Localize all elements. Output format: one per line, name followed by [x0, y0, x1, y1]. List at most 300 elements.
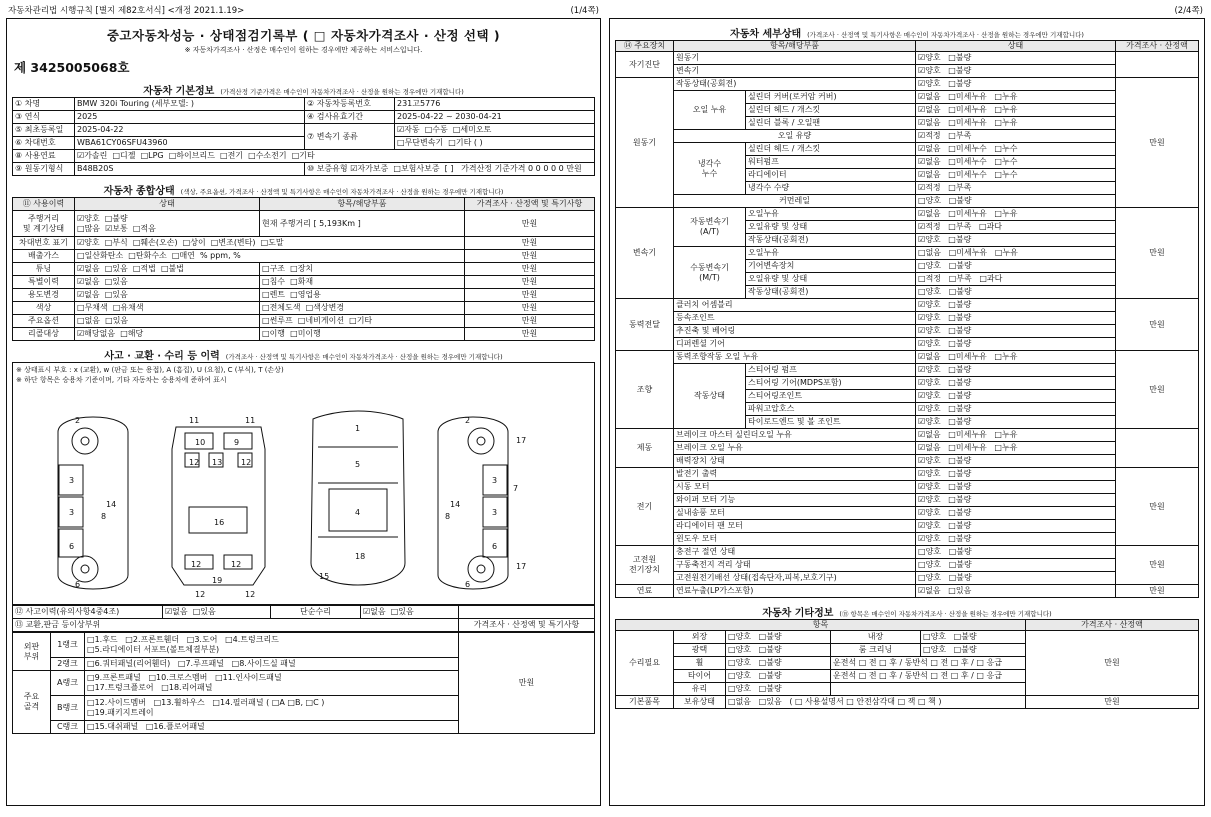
- checkbox-charge-insul-bad[interactable]: □: [948, 547, 957, 556]
- checkbox-options-other[interactable]: □: [349, 316, 357, 325]
- checkbox-at-leak-minor[interactable]: □: [948, 209, 956, 218]
- checkbox-fuel-leak-none[interactable]: ☑: [918, 586, 926, 595]
- checkbox-transmission-auto[interactable]: ☑: [397, 125, 405, 134]
- label-frame-pillar: 14.필러패널 ( □A □B, □C ): [219, 698, 325, 708]
- overall-row-label-special: 특별이력: [13, 276, 75, 289]
- checkbox-commonrail-good[interactable]: □: [918, 196, 926, 205]
- checkbox-recall-yes[interactable]: □: [120, 329, 128, 338]
- checkbox-waterpump-minor[interactable]: □: [948, 157, 956, 166]
- checkbox-usechange-yes[interactable]: □: [104, 290, 113, 299]
- checkbox-steering-gear-good[interactable]: ☑: [918, 378, 926, 387]
- checkbox-usechange-commercial[interactable]: □: [290, 290, 298, 299]
- checkbox-panel-sidesill[interactable]: □: [231, 659, 240, 669]
- detail-heading: [615, 23, 1199, 40]
- label-commonrail-good: 양호: [925, 196, 942, 205]
- checkbox-frame-rearpanel[interactable]: □: [161, 683, 169, 693]
- detail-state-mt-oilqty: [916, 273, 1116, 286]
- checkbox-alternator-good[interactable]: ☑: [918, 469, 926, 478]
- checkbox-vin-damage[interactable]: □: [132, 238, 141, 247]
- checkbox-basicitems-yes[interactable]: □: [758, 697, 767, 706]
- checkbox-tuning-device[interactable]: □: [290, 264, 298, 273]
- label-cylhead-minor: 미세누유: [955, 105, 987, 114]
- checkbox-selfdiag-engine-bad[interactable]: □: [948, 53, 956, 62]
- checkbox-mt-gear-good[interactable]: □: [918, 261, 926, 270]
- checkbox-frame-floorpanel[interactable]: □: [145, 722, 154, 732]
- checkbox-fuel-gasoline[interactable]: ☑: [77, 151, 85, 160]
- checkbox-fuel-electric[interactable]: □: [220, 151, 228, 160]
- checkbox-panel-radiator-support[interactable]: □: [87, 645, 95, 655]
- label-special-yes: 있음: [112, 277, 128, 286]
- checkbox-transmission-other[interactable]: □: [448, 138, 456, 147]
- checkbox-frame-pillar[interactable]: □: [212, 698, 220, 708]
- checkbox-steering-leak-leak[interactable]: □: [994, 352, 1002, 361]
- etc-extra-tire[interactable]: 운전석 □ 전 □ 후 / 동반석 □ 전 □ 후 / □ 응급: [831, 670, 1026, 683]
- checkbox-mt-leak-minor[interactable]: □: [948, 248, 957, 257]
- checkbox-usechange-rent[interactable]: □: [262, 290, 270, 299]
- checkbox-engine-idle-good[interactable]: ☑: [918, 79, 926, 88]
- checkbox-simple-none[interactable]: ☑: [363, 607, 371, 617]
- overall-row-state-emission: [75, 250, 465, 263]
- checkbox-at-oilqty-ok[interactable]: ☑: [918, 222, 926, 231]
- checkbox-hv-wiring-bad[interactable]: □: [948, 573, 957, 582]
- checkbox-radfan-bad[interactable]: □: [948, 521, 956, 530]
- label-cylblock-leak: 누유: [1001, 118, 1018, 127]
- checkbox-mt-gear-bad[interactable]: □: [948, 261, 957, 270]
- checkbox-rockercover-leak[interactable]: □: [994, 92, 1002, 101]
- checkbox-simple-yes[interactable]: □: [390, 607, 399, 617]
- checkbox-selfdiag-trans-good[interactable]: ☑: [918, 66, 926, 75]
- checkbox-mt-oilqty-ok[interactable]: □: [918, 274, 926, 283]
- etc-basic-items-detail[interactable]: ( □ 사용설명서 □ 안전삼각대 □ 잭 □ 책 ): [789, 697, 942, 706]
- checkbox-roomclean-bad[interactable]: □: [953, 645, 962, 654]
- checkbox-batt-isol-bad[interactable]: □: [948, 560, 957, 569]
- checkbox-steering-joint-bad[interactable]: □: [948, 391, 956, 400]
- label-selfdiag-engine-bad: 불량: [955, 53, 972, 62]
- detail-state-radiator: [916, 169, 1116, 182]
- label-color-changed: 색상변경: [313, 303, 345, 312]
- overall-row-state-mileage: [75, 211, 260, 237]
- checkbox-usechange-none[interactable]: ☑: [77, 290, 85, 299]
- overall-row-state-color: [75, 302, 260, 315]
- checkbox-diff-bad[interactable]: □: [948, 339, 956, 348]
- checkbox-rockercover-none[interactable]: ☑: [918, 92, 926, 101]
- checkbox-accident-yes[interactable]: □: [192, 607, 201, 617]
- detail-price-transmission: 만원: [1116, 208, 1199, 299]
- label-steering-leak-leak: 누유: [1001, 352, 1018, 361]
- detail-group-selfdiag: 자기진단: [616, 52, 674, 78]
- overall-row-detail-color: [260, 302, 465, 315]
- checkbox-mt-idle-bad[interactable]: □: [948, 287, 957, 296]
- checkbox-fuel-hybrid[interactable]: □: [168, 151, 177, 160]
- detail-item-mt-gearshift: 기어변속장치: [746, 260, 916, 273]
- checkbox-transmission-semiauto[interactable]: □: [452, 125, 461, 134]
- checkbox-blower-bad[interactable]: □: [948, 508, 956, 517]
- checkbox-power-hose-bad[interactable]: □: [948, 404, 956, 413]
- label-steering-joint-bad: 불량: [955, 391, 972, 400]
- etc-item-glass: 유리: [674, 683, 726, 696]
- svg-text:9: 9: [234, 438, 240, 448]
- checkbox-cylblock-minor[interactable]: □: [948, 118, 956, 127]
- checkbox-cylblock-leak[interactable]: □: [994, 118, 1002, 127]
- panel-rank-2: 2랭크: [51, 658, 85, 671]
- body-damage-diagram: [12, 387, 595, 605]
- checkbox-interior-bad[interactable]: □: [953, 632, 962, 641]
- checkbox-wheel-bad[interactable]: □: [758, 658, 767, 667]
- label-driveshaft-good: 양호: [925, 326, 941, 335]
- label-window-good: 양호: [925, 534, 941, 543]
- checkbox-at-leak-none[interactable]: ☑: [918, 209, 926, 218]
- detail-price-powertrain: 만원: [1116, 299, 1199, 351]
- checkbox-mileage-few[interactable]: □: [132, 223, 141, 233]
- label-driveshaft-bad: 불량: [955, 326, 972, 335]
- checkbox-accident-none[interactable]: ☑: [165, 607, 173, 617]
- detail-state-at-idle: [916, 234, 1116, 247]
- left-page-number: (1/4쪽): [570, 6, 599, 16]
- label-coolant-head-leak: 누수: [1001, 144, 1018, 153]
- checkbox-frame-crossmember[interactable]: □: [148, 673, 157, 683]
- label-steering-leak-minor: 미세누유: [955, 352, 987, 361]
- detail-item-at-idle: 작동상태(공회전): [746, 234, 916, 247]
- checkbox-oilqty-ok[interactable]: ☑: [918, 131, 926, 140]
- label-tierod-bad: 불량: [955, 417, 972, 426]
- checkbox-tierod-bad[interactable]: □: [948, 417, 956, 426]
- document-title: 중고자동차성능 · 상태점검기록부 ( □ 자동차가격조사 · 산정 선택 ): [106, 28, 501, 43]
- checkbox-steering-pump-bad[interactable]: □: [948, 365, 956, 374]
- checkbox-at-leak-leak[interactable]: □: [994, 209, 1002, 218]
- checkbox-tire-bad[interactable]: □: [758, 671, 767, 680]
- checkbox-mt-oilqty-high[interactable]: □: [979, 274, 987, 283]
- checkbox-special-yes[interactable]: □: [104, 277, 113, 286]
- checkbox-brake-oil-leak[interactable]: □: [994, 443, 1002, 452]
- detail-item-mt-oilqty: 오일유량 및 상태: [746, 273, 916, 286]
- checkbox-vin-altered[interactable]: □: [210, 238, 219, 247]
- checkbox-selfdiag-trans-bad[interactable]: □: [948, 66, 956, 75]
- checkbox-frame-packagetray[interactable]: □: [87, 708, 95, 718]
- checkbox-mileage-normal[interactable]: ☑: [105, 223, 113, 233]
- label-panel-door: 3.도어: [194, 635, 218, 645]
- checkbox-polish-bad[interactable]: □: [758, 645, 767, 654]
- checkbox-frame-dashpanel[interactable]: □: [87, 722, 95, 732]
- checkbox-at-idle-good[interactable]: ☑: [918, 235, 926, 244]
- checkbox-mileage-many[interactable]: □: [77, 223, 85, 233]
- detail-title: 자동차 세부상태: [730, 29, 802, 40]
- checkbox-tuning-yes[interactable]: □: [104, 264, 113, 273]
- checkbox-fuel-other[interactable]: □: [291, 151, 300, 160]
- label-frame-wheelhouse: 13.휠하우스: [161, 698, 205, 708]
- label-rockercover-none: 없음: [925, 92, 941, 101]
- label-radfan-bad: 불량: [955, 521, 972, 530]
- svg-text:6: 6: [69, 542, 75, 552]
- checkbox-mileage-good[interactable]: ☑: [77, 213, 85, 223]
- overall-row-state-recall: [75, 328, 260, 341]
- checkbox-waterpump-leak[interactable]: □: [994, 157, 1002, 166]
- checkbox-fuel-hydrogen[interactable]: □: [248, 151, 256, 160]
- checkbox-steering-leak-none[interactable]: ☑: [918, 352, 926, 361]
- checkbox-panel-trunklid[interactable]: □: [225, 635, 233, 645]
- checkbox-vin-erased[interactable]: □: [260, 238, 269, 247]
- detail-state-wiper: [916, 494, 1116, 507]
- checkbox-transmission-manual[interactable]: □: [424, 125, 433, 134]
- label-simple-yes: 있음: [398, 607, 414, 617]
- checkbox-driveshaft-bad[interactable]: □: [948, 326, 956, 335]
- checkbox-coolantqty-low[interactable]: □: [948, 183, 956, 192]
- checkbox-exterior-bad[interactable]: □: [758, 632, 767, 641]
- price-digit-0: 0: [528, 164, 534, 173]
- basic-info-table: [12, 97, 595, 176]
- checkbox-exterior-good[interactable]: □: [728, 632, 736, 641]
- checkbox-cylblock-none[interactable]: ☑: [918, 118, 926, 127]
- detail-item-steering-joint: 스티어링조인트: [746, 390, 916, 403]
- checkbox-polish-good[interactable]: □: [728, 645, 736, 654]
- checkbox-color-fullpaint[interactable]: □: [262, 303, 270, 312]
- checkbox-blower-good[interactable]: ☑: [918, 508, 926, 517]
- checkbox-emission-co[interactable]: □: [77, 251, 85, 260]
- detail-item-master-cyl: 브레이크 마스터 실린더오일 누유: [674, 429, 916, 442]
- label-vin-corrosion: 부식: [112, 238, 128, 247]
- svg-text:1: 1: [355, 424, 361, 434]
- detail-item-engine-idle: 작동상태(공회전): [674, 78, 916, 91]
- checkbox-tire-good[interactable]: □: [728, 671, 736, 680]
- label-interior-bad: 불량: [961, 632, 977, 641]
- checkbox-options-yes[interactable]: □: [105, 316, 113, 325]
- checkbox-steering-gear-bad[interactable]: □: [948, 378, 956, 387]
- label-mt-leak-none: 없음: [925, 248, 942, 257]
- field-value-year: 2025: [75, 111, 305, 124]
- checkbox-mt-oilqty-low[interactable]: □: [948, 274, 957, 283]
- checkbox-commonrail-bad[interactable]: □: [948, 196, 957, 205]
- label-window-bad: 불량: [955, 534, 972, 543]
- checkbox-radiator-leak[interactable]: □: [994, 170, 1002, 179]
- checkbox-special-none[interactable]: ☑: [77, 277, 85, 286]
- etc-heading: [615, 602, 1199, 619]
- checkbox-master-cyl-none[interactable]: ☑: [918, 430, 926, 439]
- detail-state-blower: [916, 507, 1116, 520]
- detail-item-charge-insul: 충전구 절연 상태: [674, 546, 916, 559]
- detail-item-clutch: 클러치 어셈블리: [674, 299, 916, 312]
- field-label-vin: ⑥ 차대번호: [13, 137, 75, 150]
- checkbox-radiator-minor[interactable]: □: [948, 170, 956, 179]
- checkbox-steering-leak-minor[interactable]: □: [948, 352, 956, 361]
- checkbox-roomclean-good[interactable]: □: [923, 645, 931, 654]
- checkbox-mt-leak-none[interactable]: □: [918, 248, 926, 257]
- checkbox-panel-quarter[interactable]: □: [87, 659, 95, 669]
- etc-state-roomcleaning: [921, 644, 1026, 657]
- checkbox-frame-frontpanel[interactable]: □: [87, 673, 95, 683]
- checkbox-tuning-legal[interactable]: □: [132, 264, 141, 273]
- overall-row-label-recall: 리콜대상: [13, 328, 75, 341]
- label-polish-good: 양호: [735, 645, 752, 654]
- simple-repair-label: 단순수리: [271, 606, 361, 619]
- checkbox-charge-insul-good[interactable]: □: [918, 547, 926, 556]
- checkbox-starter-bad[interactable]: □: [948, 482, 956, 491]
- checkbox-coolant-head-minor[interactable]: □: [948, 144, 956, 153]
- checkbox-master-cyl-minor[interactable]: □: [948, 430, 956, 439]
- label-roomclean-good: 양호: [930, 645, 947, 654]
- checkbox-clutch-good[interactable]: ☑: [918, 300, 926, 309]
- checkbox-hv-wiring-good[interactable]: □: [918, 573, 926, 582]
- checkbox-panel-door[interactable]: □: [186, 635, 195, 645]
- checkbox-power-hose-good[interactable]: ☑: [918, 404, 926, 413]
- label-color-chromatic: 유채색: [120, 303, 144, 312]
- checkbox-window-bad[interactable]: □: [948, 534, 956, 543]
- field-value-fuel: [75, 150, 595, 163]
- checkbox-frame-trunkfloor[interactable]: □: [87, 683, 95, 693]
- label-tuning-none: 없음: [84, 264, 100, 273]
- checkbox-at-oilqty-low[interactable]: □: [948, 222, 956, 231]
- checkbox-options-none[interactable]: □: [77, 316, 85, 325]
- checkbox-options-navi[interactable]: □: [297, 316, 306, 325]
- checkbox-recall-done[interactable]: □: [262, 329, 270, 338]
- checkbox-selfdiag-engine-good[interactable]: ☑: [918, 53, 926, 62]
- checkbox-emission-smoke[interactable]: □: [171, 251, 180, 260]
- checkbox-waterpump-none[interactable]: ☑: [918, 157, 926, 166]
- checkbox-color-changed[interactable]: □: [305, 303, 314, 312]
- checkbox-engine-idle-bad[interactable]: □: [948, 79, 956, 88]
- label-cylhead-leak: 누유: [1001, 105, 1018, 114]
- overall-col-usage: ⑪ 사용이력: [13, 198, 75, 211]
- checkbox-recall-na[interactable]: ☑: [77, 329, 85, 338]
- checkbox-emission-hc[interactable]: □: [128, 251, 136, 260]
- checkbox-booster-bad[interactable]: □: [948, 456, 956, 465]
- checkbox-tuning-illegal[interactable]: □: [160, 264, 169, 273]
- checkbox-cvjoint-bad[interactable]: □: [948, 313, 956, 322]
- checkbox-oilqty-low[interactable]: □: [948, 131, 956, 140]
- checkbox-diff-good[interactable]: ☑: [918, 339, 926, 348]
- checkbox-steering-pump-good[interactable]: ☑: [918, 365, 926, 374]
- checkbox-tierod-good[interactable]: ☑: [918, 417, 926, 426]
- detail-price-selfdiag: [1116, 52, 1199, 78]
- checkbox-tuning-none[interactable]: ☑: [77, 264, 85, 273]
- label-mt-leak-minor: 미세누유: [956, 248, 988, 257]
- checkbox-frame-wheelhouse[interactable]: □: [153, 698, 162, 708]
- basic-info-heading: [12, 80, 595, 97]
- checkbox-wiper-good[interactable]: ☑: [918, 495, 926, 504]
- checkbox-fuel-leak-yes[interactable]: □: [948, 586, 956, 595]
- checkbox-starter-good[interactable]: ☑: [918, 482, 926, 491]
- svg-text:3: 3: [492, 508, 498, 518]
- detail-state-selfdiag-trans: [916, 65, 1116, 78]
- detail-state-driveshaft: [916, 325, 1116, 338]
- etc-basic-items-label: 기본품목: [616, 696, 674, 709]
- detail-state-steering-leak: [916, 351, 1116, 364]
- checkbox-cylhead-minor[interactable]: □: [948, 105, 956, 114]
- checkbox-color-achromatic[interactable]: □: [77, 303, 85, 312]
- checkbox-batt-isol-good[interactable]: □: [918, 560, 926, 569]
- detail-state-differential: [916, 338, 1116, 351]
- label-coolant-head-minor: 미세누수: [955, 144, 987, 153]
- checkbox-fuel-lpg[interactable]: □: [140, 151, 149, 160]
- checkbox-options-sunroof[interactable]: □: [262, 316, 270, 325]
- checkbox-mileage-bad[interactable]: □: [104, 213, 113, 223]
- right-page-header: [609, 4, 1205, 18]
- detail-state-brake-oil: [916, 442, 1116, 455]
- checkbox-recall-notdone[interactable]: □: [290, 329, 298, 338]
- checkbox-rockercover-minor[interactable]: □: [948, 92, 956, 101]
- checkbox-glass-good[interactable]: □: [728, 684, 736, 693]
- checkbox-brake-oil-none[interactable]: ☑: [918, 443, 926, 452]
- checkbox-window-good[interactable]: ☑: [918, 534, 926, 543]
- checkbox-radfan-good[interactable]: ☑: [918, 521, 926, 530]
- checkbox-wiper-bad[interactable]: □: [948, 495, 956, 504]
- checkbox-frame-sidemember[interactable]: □: [87, 698, 95, 708]
- checkbox-alternator-bad[interactable]: □: [948, 469, 956, 478]
- overall-row-price-mileage: 만원: [465, 211, 595, 237]
- etc-item-wheel: 휠: [674, 657, 726, 670]
- checkbox-vin-corrosion[interactable]: □: [104, 238, 113, 247]
- checkbox-frame-insidepanel[interactable]: □: [215, 673, 223, 683]
- field-value-firstreg: 2025-04-22: [75, 124, 305, 137]
- checkbox-panel-frontfender[interactable]: □: [125, 635, 133, 645]
- checkbox-cylhead-none[interactable]: ☑: [918, 105, 926, 114]
- checkbox-special-flood[interactable]: □: [262, 277, 270, 286]
- checkbox-basicitems-none[interactable]: □: [728, 697, 736, 706]
- checkbox-brake-oil-minor[interactable]: □: [948, 443, 956, 452]
- checkbox-master-cyl-leak[interactable]: □: [994, 430, 1002, 439]
- checkbox-panel-roof[interactable]: □: [177, 659, 186, 669]
- field-label-engine: ⑨ 원동기형식: [13, 163, 75, 176]
- checkbox-interior-good[interactable]: □: [923, 632, 931, 641]
- etc-title: 자동차 기타정보: [762, 608, 834, 619]
- checkbox-radiator-none[interactable]: ☑: [918, 170, 926, 179]
- checkbox-coolant-head-none[interactable]: ☑: [918, 144, 926, 153]
- checkbox-mt-leak-leak[interactable]: □: [994, 248, 1003, 257]
- checkbox-glass-bad[interactable]: □: [758, 684, 767, 693]
- label-steering-gear-good: 양호: [925, 378, 941, 387]
- checkbox-tuning-structure[interactable]: □: [262, 264, 270, 273]
- checkbox-warranty-insurance[interactable]: □: [393, 164, 401, 173]
- checkbox-fuel-diesel[interactable]: □: [112, 151, 121, 160]
- checkbox-at-idle-bad[interactable]: □: [948, 235, 956, 244]
- checkbox-steering-joint-good[interactable]: ☑: [918, 391, 926, 400]
- overall-row-detail-recall: [260, 328, 465, 341]
- checkbox-clutch-bad[interactable]: □: [948, 300, 956, 309]
- car-diagram-svg: [13, 387, 593, 603]
- etc-basic-items-state: [726, 696, 1026, 709]
- detail-state-rockercover: [916, 91, 1116, 104]
- panel-rank-b: B랭크: [51, 696, 85, 721]
- checkbox-mt-idle-good[interactable]: □: [918, 287, 926, 296]
- overall-row-detail-usechange: [260, 289, 465, 302]
- etc-extra-wheel[interactable]: 운전석 □ 전 □ 후 / 동반석 □ 전 □ 후 / □ 응급: [831, 657, 1026, 670]
- detail-state-hv-wiring: [916, 572, 1116, 585]
- label-frame-insidepanel: 11.인사이드패널: [222, 673, 282, 683]
- checkbox-transmission-cvt[interactable]: □: [397, 138, 405, 147]
- checkbox-special-fire[interactable]: □: [290, 277, 298, 286]
- checkbox-wheel-good[interactable]: □: [728, 658, 736, 667]
- checkbox-panel-hood[interactable]: □: [87, 635, 95, 645]
- detail-state-oil-quantity: [916, 130, 1116, 143]
- checkbox-driveshaft-good[interactable]: ☑: [918, 326, 926, 335]
- detail-state-fuel-leak: [916, 585, 1116, 598]
- label-coolantqty-ok: 적정: [925, 183, 941, 192]
- checkbox-at-oilqty-high[interactable]: □: [978, 222, 987, 231]
- panel-price-cell: 만원: [459, 633, 595, 734]
- svg-text:18: 18: [355, 552, 366, 562]
- legend-prefix: ※ 상태표시 부호 :: [16, 366, 72, 374]
- checkbox-color-chromatic[interactable]: □: [112, 303, 121, 312]
- checkbox-warranty-self[interactable]: ☑: [350, 164, 358, 173]
- svg-text:11: 11: [245, 416, 256, 426]
- exchange-parts-price-header: 가격조사 · 산정액 및 특기사항: [459, 619, 595, 632]
- checkbox-vin-good[interactable]: ☑: [77, 238, 85, 247]
- checkbox-vin-different[interactable]: □: [182, 238, 191, 247]
- label-panel-quarter: 6.쿼터패널(리어휀더): [94, 659, 171, 669]
- checkbox-booster-good[interactable]: ☑: [918, 456, 926, 465]
- checkbox-cvjoint-good[interactable]: ☑: [918, 313, 926, 322]
- checkbox-coolant-head-leak[interactable]: □: [994, 144, 1002, 153]
- checkbox-cylhead-leak[interactable]: □: [994, 105, 1002, 114]
- checkbox-coolantqty-ok[interactable]: ☑: [918, 183, 926, 192]
